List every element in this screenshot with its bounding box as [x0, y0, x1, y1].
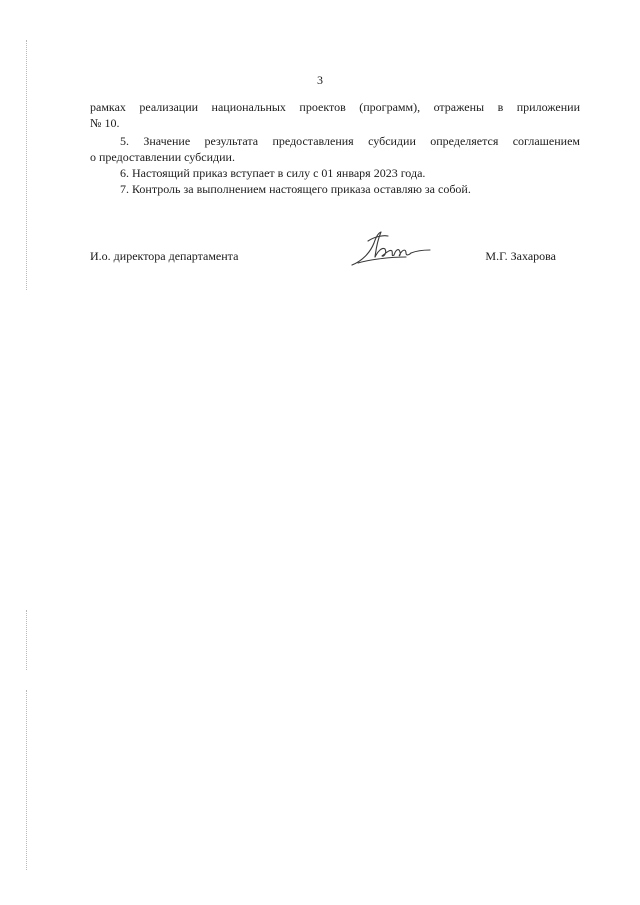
paragraph-5-line-2: о предоставлении субсидии.	[90, 150, 235, 164]
signatory-position: И.о. директора департамента	[90, 249, 239, 263]
scan-edge-middle	[26, 610, 27, 670]
paragraph-4-line-1: рамках реализации национальных проектов (программ), отражены в приложении	[90, 100, 580, 114]
paragraph-5-line-1: 5. Значение результата предоставления субсидии определяется соглашением	[120, 134, 580, 148]
page-number: 3	[317, 73, 323, 87]
signatory-name: М.Г. Захарова	[485, 249, 556, 263]
paragraph-6: 6. Настоящий приказ вступает в силу с 01 января 2023 года.	[120, 166, 426, 180]
signature-block	[90, 249, 580, 279]
paragraph-7: 7. Контроль за выполнением настоящего приказа оставляю за собой.	[120, 182, 471, 196]
document-body	[90, 99, 580, 197]
scan-edge-bottom	[26, 690, 27, 870]
paragraph-4-line-2: № 10.	[90, 116, 120, 130]
handwritten-signature	[348, 227, 432, 271]
